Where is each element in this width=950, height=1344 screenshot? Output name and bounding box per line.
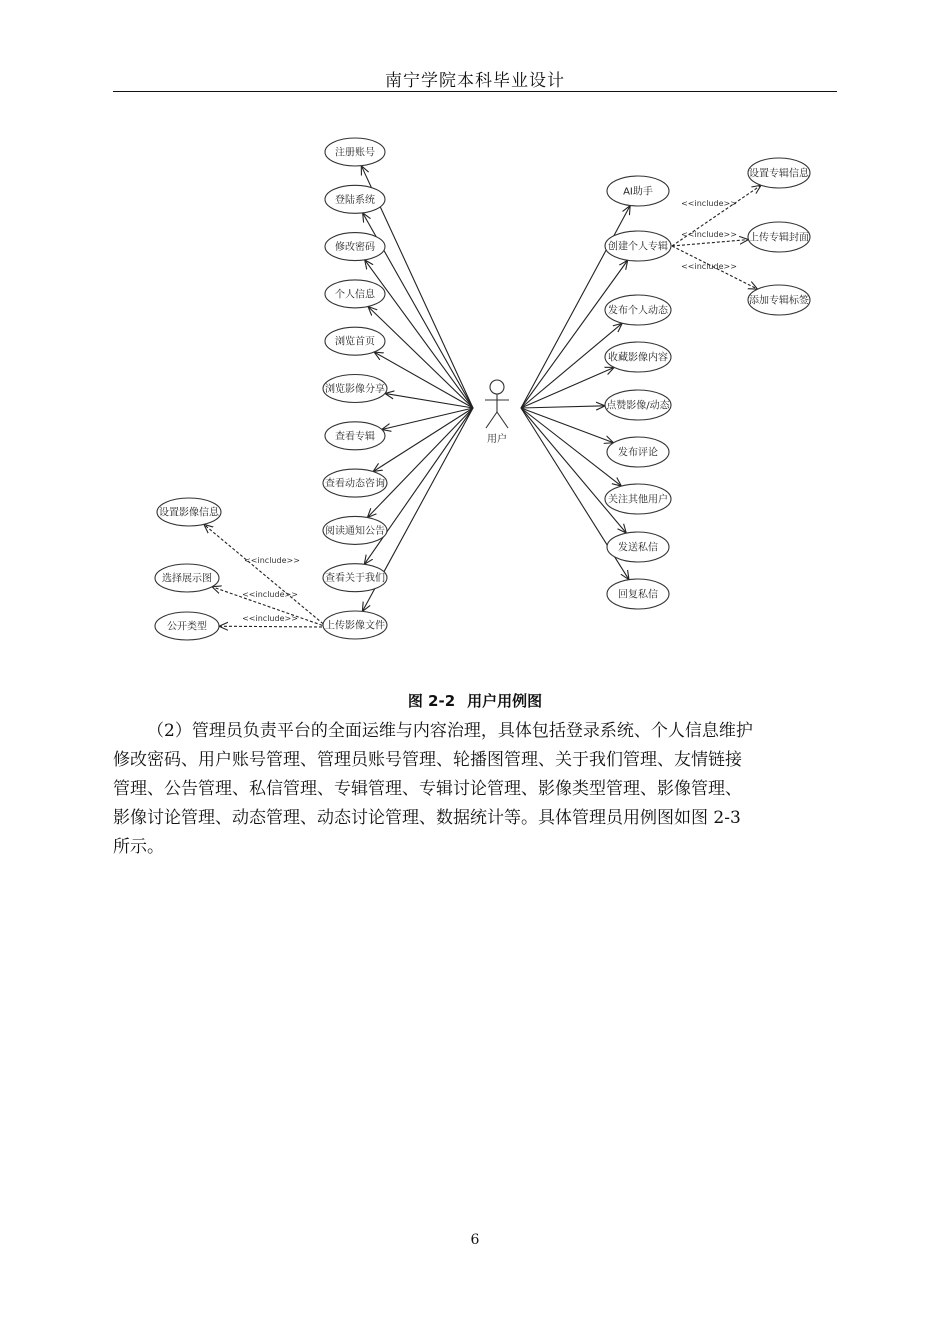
included-use-case <box>157 498 221 526</box>
use-case <box>605 295 671 325</box>
included-use-case <box>748 285 810 315</box>
include-label: <<include>> <box>681 262 737 271</box>
use-case <box>325 327 385 355</box>
use-case-label: 上传影像文件 <box>325 620 385 632</box>
use-case <box>325 138 385 166</box>
include-label: <<include>> <box>244 556 300 565</box>
use-case-label: 发布评论 <box>618 447 658 459</box>
included-use-case <box>748 158 810 188</box>
include-label: <<include>> <box>681 230 737 239</box>
association-edge <box>521 408 626 533</box>
use-case-label: 阅读通知公告 <box>325 525 385 537</box>
use-case-label: 添加专辑标签 <box>749 295 809 307</box>
use-case <box>323 375 387 403</box>
use-case <box>325 233 385 261</box>
use-case-label: 选择展示图 <box>162 573 212 585</box>
use-case <box>325 280 385 308</box>
association-edge <box>382 408 473 429</box>
included-use-case <box>155 612 219 640</box>
association-edge <box>373 408 473 472</box>
use-case-label: 修改密码 <box>335 242 375 254</box>
use-case <box>607 579 669 609</box>
use-case-label: 回复私信 <box>618 589 658 601</box>
include-edge <box>204 524 327 627</box>
figure-caption <box>0 690 950 711</box>
use-case-label: 公开类型 <box>167 621 207 633</box>
include-edge <box>672 240 748 246</box>
paragraph-line: （2）管理员负责平台的全面运维与内容治理，具体包括登录系统、个人信息维护 <box>147 721 753 741</box>
paragraph-line: 管理、公告管理、私信管理、专辑管理、专辑讨论管理、影像类型管理、影像管理、 <box>113 779 742 799</box>
use-case <box>605 484 671 514</box>
figure-number: 图 2-2 <box>407 692 456 710</box>
use-case <box>323 516 387 544</box>
use-case <box>607 437 669 467</box>
use-case-label: 收藏影像内容 <box>608 352 668 364</box>
use-case-label: 发布个人动态 <box>608 305 668 317</box>
use-case <box>605 231 671 261</box>
use-case-label: 关注其他用户 <box>608 494 668 506</box>
include-label: <<include>> <box>242 614 298 623</box>
included-use-case <box>155 564 219 592</box>
use-case <box>607 176 669 206</box>
include-label: <<include>> <box>681 199 737 208</box>
use-case-label: 查看关于我们 <box>325 573 385 585</box>
use-case-label: 查看专辑 <box>335 431 375 443</box>
paragraph-line: 影像讨论管理、动态管理、动态讨论管理、数据统计等。具体管理员用例图如图 2-3 <box>113 808 741 828</box>
use-case-label: 浏览影像分享 <box>325 384 385 395</box>
use-case-label: 发送私信 <box>618 542 658 554</box>
running-header: 南宁学院本科毕业设计 <box>385 71 565 91</box>
use-case <box>323 469 387 497</box>
use-case-label: 设置影像信息 <box>159 507 219 519</box>
page-number: 6 <box>470 1232 480 1248</box>
use-case-label: 登陆系统 <box>335 194 375 206</box>
actor-figure <box>485 380 509 428</box>
use-case-label: 注册账号 <box>335 147 375 159</box>
figure-title: 用户用例图 <box>467 692 543 710</box>
use-case-label: 浏览首页 <box>335 336 375 348</box>
include-edge <box>219 626 327 627</box>
use-case-label: AI助手 <box>623 186 653 198</box>
use-case-label: 上传专辑封面 <box>749 232 809 244</box>
use-case <box>605 342 671 372</box>
use-case <box>325 422 385 450</box>
use-case <box>605 390 671 420</box>
association-edge <box>521 323 622 408</box>
paragraph-line: 所示。 <box>113 837 164 857</box>
use-case <box>607 532 669 562</box>
body-paragraph <box>113 717 837 862</box>
use-case-label: 点赞影像/动态 <box>606 400 670 412</box>
use-case <box>323 564 387 592</box>
use-case <box>323 611 387 639</box>
include-label: <<include>> <box>242 590 298 599</box>
included-use-case <box>748 222 810 252</box>
association-edge <box>367 408 473 518</box>
use-case <box>325 185 385 213</box>
association-edge <box>521 260 628 408</box>
actor-label: 用户 <box>487 434 507 445</box>
paragraph-line: 修改密码、用户账号管理、管理员账号管理、轮播图管理、关于我们管理、友情链接 <box>113 750 742 770</box>
use-case-label: 查看动态咨询 <box>325 478 385 490</box>
use-case-label: 设置专辑信息 <box>749 168 809 180</box>
use-case-label: 创建个人专辑 <box>608 241 668 253</box>
association-edge <box>521 406 605 408</box>
association-edge <box>521 408 621 486</box>
association-edge <box>521 367 614 408</box>
association-edge <box>521 408 614 443</box>
use-case-label: 个人信息 <box>335 289 375 301</box>
